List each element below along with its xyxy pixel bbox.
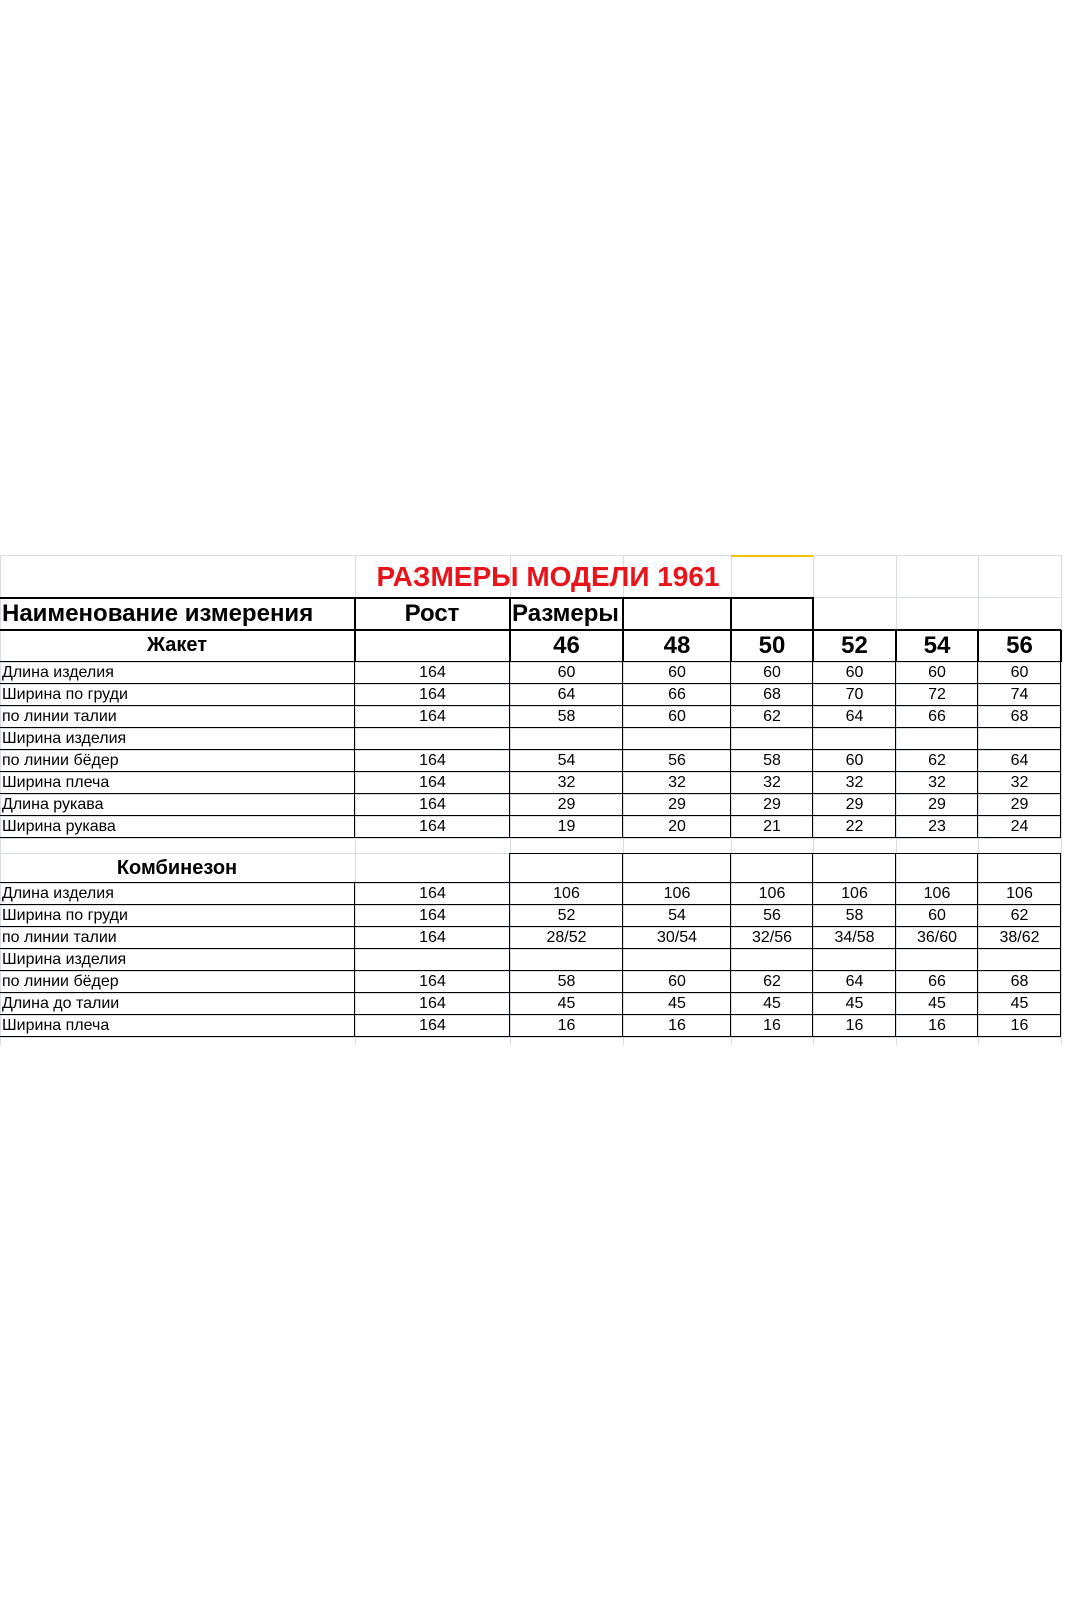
size-value-54: 16 — [928, 1016, 946, 1034]
size-value-56: 45 — [1010, 994, 1029, 1012]
size-value-54: 29 — [928, 795, 946, 813]
size-value-48: 16 — [668, 1016, 686, 1034]
size-value-50 — [731, 949, 813, 970]
size-value-54: 72 — [928, 685, 946, 703]
size-value-52 — [813, 728, 896, 749]
size-value-54: 23 — [928, 817, 946, 835]
height-value: 164 — [419, 685, 446, 703]
size-value-46: 29 — [557, 795, 576, 813]
size-value-56: 38/62 — [999, 928, 1040, 946]
border-vertical — [812, 597, 814, 630]
size-value-50: 60 — [763, 663, 781, 681]
border-vertical — [895, 853, 896, 883]
height-value: 164 — [419, 1016, 446, 1034]
size-value-52: 60 — [845, 751, 864, 769]
size-value-46: 52 — [557, 906, 576, 924]
height-value: 164 — [419, 707, 446, 725]
border-vertical — [977, 853, 978, 883]
size-value-48: 56 — [668, 751, 686, 769]
size-value-54: 66 — [928, 972, 946, 990]
row-label: Длина изделия — [2, 663, 114, 681]
header-height: Рост — [404, 599, 460, 627]
size-value-46: 19 — [557, 817, 576, 835]
size-value-56: 29 — [1010, 795, 1029, 813]
size-value-56: 60 — [1010, 663, 1029, 681]
row-label: по линии талии — [2, 928, 117, 946]
size-header-54: 54 — [923, 631, 951, 659]
row-label: по линии талии — [2, 707, 117, 725]
size-value-46: 60 — [557, 663, 576, 681]
border-vertical — [509, 853, 510, 883]
row-label: Длина изделия — [2, 884, 114, 902]
size-value-50: 56 — [763, 906, 781, 924]
size-value-54 — [896, 728, 978, 749]
size-value-50: 21 — [763, 817, 781, 835]
row-label: Ширина рукава — [2, 817, 116, 835]
height-value: 164 — [419, 972, 446, 990]
row-label: Ширина плеча — [2, 1016, 110, 1034]
row-label: Ширина по груди — [2, 906, 128, 924]
size-value-46: 45 — [557, 994, 576, 1012]
size-value-48: 45 — [668, 994, 686, 1012]
height-value: 164 — [419, 884, 446, 902]
border-vertical — [730, 597, 732, 630]
size-value-48: 60 — [668, 663, 686, 681]
height-value: 164 — [419, 773, 446, 791]
size-value-50: 32 — [763, 773, 781, 791]
size-value-48: 20 — [668, 817, 686, 835]
row-label: Ширина плеча — [2, 773, 110, 791]
size-value-54: 106 — [923, 884, 951, 902]
size-value-50: 29 — [763, 795, 781, 813]
size-value-54: 66 — [928, 707, 946, 725]
size-value-50: 62 — [763, 707, 781, 725]
size-value-48 — [623, 949, 731, 970]
row-label: Ширина по груди — [2, 685, 128, 703]
size-value-56: 106 — [1006, 884, 1033, 902]
size-value-56: 24 — [1010, 817, 1029, 835]
size-value-46: 28/52 — [546, 928, 587, 946]
row-label: Ширина изделия — [2, 950, 127, 968]
size-value-56: 64 — [1010, 751, 1029, 769]
section-title-jumpsuit: Комбинезон — [116, 856, 238, 879]
row-label: по линии бёдер — [2, 972, 119, 990]
height-value — [355, 728, 510, 749]
selected-cell-marker — [731, 555, 813, 557]
border-horizontal — [510, 853, 1061, 854]
gridline-horizontal — [0, 555, 1061, 556]
border-horizontal — [0, 837, 1061, 838]
size-value-52: 70 — [845, 685, 864, 703]
size-value-56: 74 — [1010, 685, 1029, 703]
chart-title: РАЗМЕРЫ МОДЕЛИ 1961 — [376, 561, 720, 592]
size-value-48: 60 — [668, 972, 686, 990]
size-value-52: 106 — [841, 884, 868, 902]
size-value-46: 64 — [557, 685, 576, 703]
size-value-52: 34/58 — [834, 928, 875, 946]
size-value-52: 60 — [845, 663, 864, 681]
size-value-48: 32 — [668, 773, 686, 791]
size-value-46: 58 — [557, 707, 576, 725]
border-vertical — [812, 853, 813, 883]
size-header-46: 46 — [553, 631, 580, 659]
size-header-50: 50 — [758, 631, 786, 659]
size-header-56: 56 — [1006, 631, 1033, 659]
size-value-46 — [510, 728, 623, 749]
border-horizontal — [0, 1036, 1061, 1037]
size-value-50: 45 — [763, 994, 781, 1012]
gridline-horizontal — [0, 838, 1061, 839]
gridline-vertical — [1061, 555, 1062, 1045]
size-value-50: 32/56 — [751, 928, 793, 946]
height-value: 164 — [419, 928, 446, 946]
size-value-52: 64 — [845, 972, 864, 990]
size-value-46: 106 — [553, 884, 580, 902]
height-value: 164 — [419, 751, 446, 769]
size-value-50: 68 — [763, 685, 781, 703]
height-value: 164 — [419, 795, 446, 813]
size-header-52: 52 — [841, 631, 868, 659]
size-value-54: 62 — [928, 751, 946, 769]
size-value-46: 54 — [557, 751, 576, 769]
size-value-52: 22 — [845, 817, 864, 835]
size-value-48: 66 — [668, 685, 686, 703]
size-value-56: 68 — [1010, 707, 1029, 725]
height-value: 164 — [419, 663, 446, 681]
size-value-46: 32 — [557, 773, 576, 791]
size-value-56 — [978, 728, 1061, 749]
size-value-50: 62 — [763, 972, 781, 990]
size-value-50: 16 — [763, 1016, 781, 1034]
size-header-48: 48 — [663, 631, 691, 659]
height-value: 164 — [419, 994, 446, 1012]
size-value-46: 16 — [557, 1016, 576, 1034]
size-value-46: 58 — [557, 972, 576, 990]
size-value-54: 32 — [928, 773, 946, 791]
row-label: Длина рукава — [2, 795, 104, 813]
size-chart-sheet — [0, 555, 1066, 1045]
section-title-jacket: Жакет — [146, 634, 208, 656]
row-label: по линии бёдер — [2, 751, 119, 769]
height-value: 164 — [419, 817, 446, 835]
size-value-48 — [623, 728, 731, 749]
size-value-46 — [510, 949, 623, 970]
size-value-52 — [813, 949, 896, 970]
row-label: Ширина изделия — [2, 729, 127, 747]
size-value-48: 60 — [668, 707, 686, 725]
header-sizes: Размеры — [512, 599, 619, 627]
size-value-56: 16 — [1010, 1016, 1029, 1034]
size-value-56 — [978, 949, 1061, 970]
border-vertical — [622, 853, 623, 883]
size-value-52: 16 — [845, 1016, 864, 1034]
size-value-56: 68 — [1010, 972, 1029, 990]
size-value-56: 62 — [1010, 906, 1029, 924]
size-value-48: 106 — [663, 884, 691, 902]
row-label: Длина до талии — [2, 994, 120, 1012]
header-measurement-name: Наименование измерения — [2, 599, 314, 627]
size-value-56: 32 — [1010, 773, 1029, 791]
size-value-52: 29 — [845, 795, 864, 813]
size-value-54: 36/60 — [916, 928, 958, 946]
size-value-48: 30/54 — [656, 928, 698, 946]
height-value: 164 — [419, 906, 446, 924]
border-vertical — [730, 853, 731, 883]
size-value-54: 45 — [928, 994, 946, 1012]
size-value-54: 60 — [928, 906, 946, 924]
gridline-horizontal — [0, 1037, 1061, 1038]
size-value-52: 32 — [845, 773, 864, 791]
size-value-48: 29 — [668, 795, 686, 813]
size-value-54: 60 — [928, 663, 946, 681]
border-vertical — [1060, 853, 1061, 883]
size-value-52: 58 — [845, 906, 864, 924]
size-value-50 — [731, 728, 813, 749]
size-value-54 — [896, 949, 978, 970]
size-value-52: 45 — [845, 994, 864, 1012]
size-value-52: 64 — [845, 707, 864, 725]
size-value-50: 106 — [758, 884, 786, 902]
size-value-50: 58 — [763, 751, 781, 769]
height-value — [355, 949, 510, 970]
border-vertical — [354, 630, 356, 662]
size-value-48: 54 — [668, 906, 686, 924]
